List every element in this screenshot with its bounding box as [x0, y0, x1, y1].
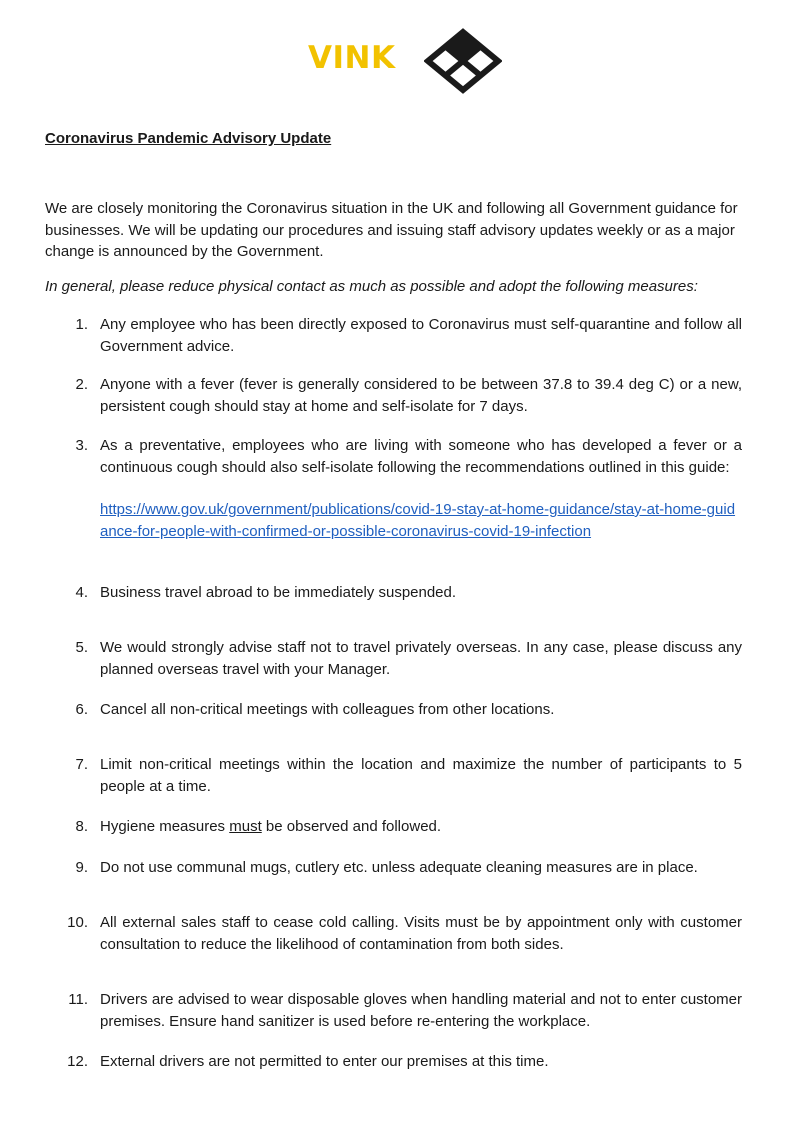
item-text: Cancel all non-critical meetings with colleagues from other locations. [100, 701, 555, 718]
item-text: External drivers are not permitted to enter our premises at this time. [100, 1053, 549, 1070]
item-text: Business travel abroad to be immediately suspended. [100, 584, 457, 601]
item-number: 10. [67, 914, 88, 931]
item-number: 1. [75, 316, 88, 333]
item-text: Any employee who has been directly exposed to Coronavirus must self-quarantine and follow all Government advice. [100, 316, 742, 355]
item-text: Do not use communal mugs, cutlery etc. unless adequate cleaning measures are in place. [100, 859, 698, 876]
item-number: 11. [68, 991, 88, 1008]
item-number: 3. [75, 437, 88, 454]
item-number: 2. [75, 376, 88, 393]
item-text: We would strongly advise staff not to travel privately overseas. In any case, please discuss any planned overseas travel with your Manager. [100, 639, 742, 678]
page-title: Coronavirus Pandemic Advisory Update [45, 130, 332, 147]
logo-wordmark: VINK [308, 40, 396, 76]
intro-paragraph: We are closely monitoring the Coronavirus situation in the UK and following all Government guidance for businesses. We will be updating our procedures and issuing staff advisory updates weekly or as a major change is announced by the Government. [45, 200, 738, 260]
item-number: 6. [75, 701, 88, 718]
item-text: Limit non-critical meetings within the location and maximize the number of participants to 5 people at a time. [100, 756, 742, 795]
item-text: As a preventative, employees who are living with someone who has developed a fever or a continuous cough should also self-isolate following the recommendations outlined in this guide: [100, 437, 742, 476]
emphasis-must: must [229, 818, 262, 835]
vink-logo [308, 28, 508, 96]
item-text: Drivers are advised to wear disposable gloves when handling material and not to enter customer premises. Ensure hand sanitizer is used before re-entering the workplace. [100, 991, 742, 1030]
guidance-link[interactable]: https://www.gov.uk/government/publications/covid-19-stay-at-home-guidance/stay-at-home-guidance-for-people-with-confirmed-or-possible-coronavirus-covid-19-infection [100, 501, 736, 540]
item-number: 5. [75, 639, 88, 656]
item-text: Anyone with a fever (fever is generally considered to be between 37.8 to 39.4 deg C) or a new, persistent cough should stay at home and self-isolate for 7 days. [100, 376, 742, 415]
item-number: 4. [75, 584, 88, 601]
item-number: 8. [75, 818, 88, 835]
item-number: 9. [75, 859, 88, 876]
diamond-mark-icon [424, 28, 502, 94]
item-text: All external sales staff to cease cold calling. Visits must be by appointment only with customer consultation to reduce the likelihood of contamination from both sides. [100, 914, 742, 953]
item-number: 12. [67, 1053, 88, 1070]
item-text: Hygiene measures must be observed and followed. [100, 818, 442, 835]
item-number: 7. [75, 756, 88, 773]
general-advice: In general, please reduce physical contact as much as possible and adopt the following measures: [45, 278, 698, 295]
